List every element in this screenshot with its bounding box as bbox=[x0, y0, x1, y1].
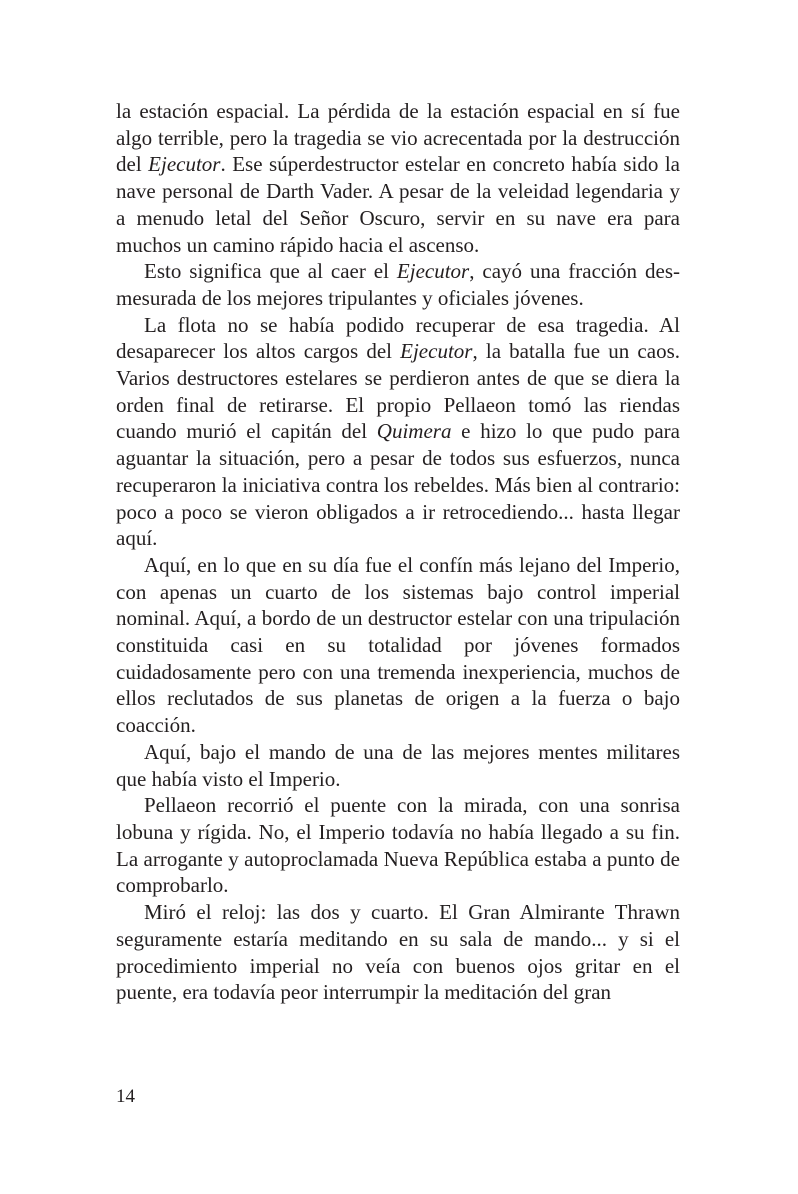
paragraph bbox=[116, 792, 680, 899]
paragraph bbox=[116, 98, 680, 258]
italic-title: Ejecutor bbox=[148, 152, 221, 177]
text-run: Esto significa que al caer el bbox=[144, 259, 397, 284]
paragraph bbox=[116, 552, 680, 739]
paragraph bbox=[116, 258, 680, 311]
text-run: Aquí, en lo que en su día fue el confín más lejano del Imperio, con apenas un cuarto de los sistemas bajo control imperial nominal. Aquí, a bordo de un destructor estelar con una tripulación constituida casi en su totalidad por jóvenes formados cuidadosamente pero con una tremenda inexperiencia, muchos de ellos reclutados de sus planetas de origen a la fuerza o bajo coacción. bbox=[116, 552, 680, 738]
page-number: 14 bbox=[116, 1086, 135, 1107]
text-run: Aquí, bajo el mando de una de las mejores mentes militares que había visto el Imperio. bbox=[116, 739, 680, 791]
paragraph bbox=[116, 739, 680, 792]
italic-title: Quimera bbox=[376, 419, 452, 444]
text-run: La flota no se había podido recuperar de esa tragedia. Al desaparecer los altos cargos del bbox=[116, 312, 680, 364]
italic-title: Ejecutor bbox=[400, 339, 473, 364]
text-run: e hizo lo que pudo para aguantar la situación, pero a pesar de todos sus esfuerzos, nunca recuperaron la iniciativa contra los rebeldes. Más bien al contrario: poco a poco se vieron obligados a ir retrocediendo... hasta llegar aquí. bbox=[116, 419, 680, 551]
text-run: la estación espacial. La pérdida de la estación espacial en sí fue algo terrible, pero la tragedia se vio acrecentada por la destrucción del bbox=[116, 99, 680, 177]
text-run: Miró el reloj: las dos y cuarto. El Gran Almirante Thrawn seguramente estaría meditando en su sala de mando... y si el procedimiento imperial no veía con buenos ojos gritar en el puente, era todavía peor interrumpir la meditación del gran bbox=[116, 900, 680, 1005]
paragraph bbox=[116, 312, 680, 552]
text-run: , la batalla fue un caos. Varios destructores estelares se perdieron antes de que se diera la orden final de retirarse. El propio Pellaeon tomó las riendas cuando murió el capitán del bbox=[116, 339, 680, 444]
page-body-text bbox=[116, 98, 680, 1006]
text-run: , cayó una fracción desmesurada de los mejores tripulantes y oficiales jóvenes. bbox=[116, 259, 680, 310]
paragraph bbox=[116, 899, 680, 1006]
text-run: . Ese súperdestructor estelar en concreto había sido la nave personal de Darth Vader. A pesar de la veleidad legendaria y a menudo letal del Señor Oscuro, servir en su nave era para muchos un camino rápido hacia el ascenso. bbox=[116, 152, 680, 257]
italic-title: Ejecutor bbox=[396, 259, 470, 284]
text-run: Pellaeon recorrió el puente con la mirada, con una sonrisa lobuna y rígida. No, el Imperio todavía no había llegado a su fin. La arrogante y autoproclamada Nueva República estaba a punto de comprobarlo. bbox=[116, 793, 680, 898]
